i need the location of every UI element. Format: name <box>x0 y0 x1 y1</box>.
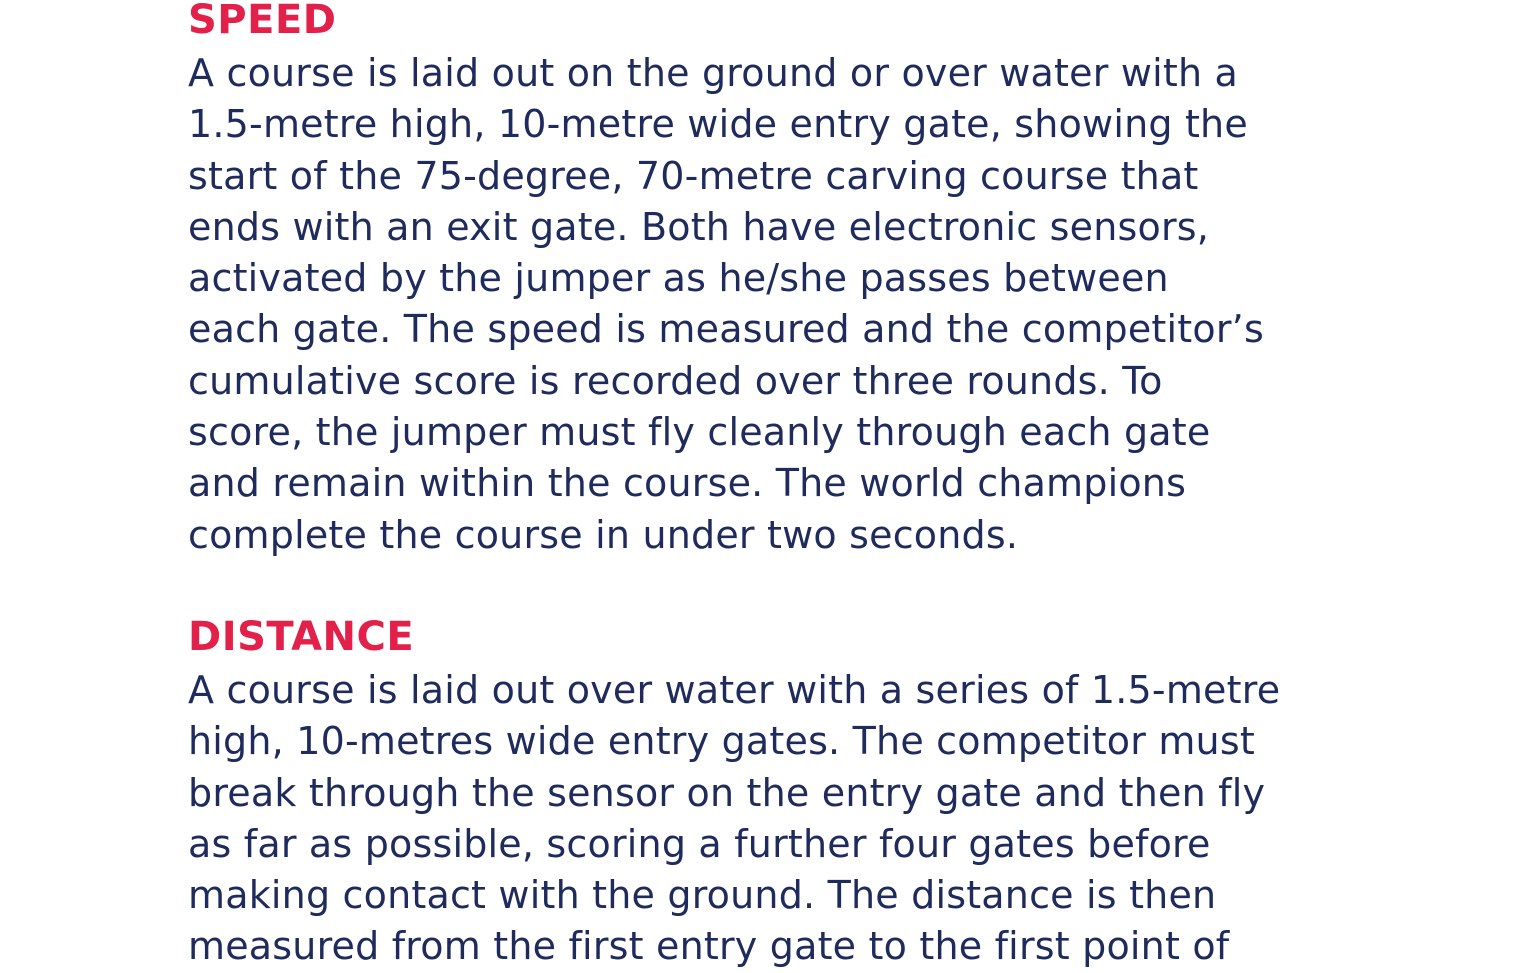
section-heading-speed: SPEED <box>188 0 337 43</box>
body-line: activated by the jumper as he/she passes between <box>188 256 1169 301</box>
body-line: break through the sensor on the entry gate and then fly <box>188 770 1266 815</box>
body-line: ends with an exit gate. Both have electronic sensors, <box>188 204 1210 249</box>
body-line: A course is laid out on the ground or over water with a <box>188 51 1239 95</box>
section-body-speed <box>188 48 1348 561</box>
body-line: score, the jumper must fly cleanly through each gate <box>188 410 1211 455</box>
body-line: 1.5-metre high, 10-metre wide entry gate, showing the <box>188 102 1248 147</box>
body-line: making contact with the ground. The distance is then <box>188 873 1217 918</box>
section-heading-distance: DISTANCE <box>188 613 415 660</box>
section-body-distance <box>188 665 1348 973</box>
distance-section <box>188 609 1348 973</box>
speed-section <box>188 0 1348 561</box>
body-line: complete the course in under two seconds. <box>188 512 1019 557</box>
body-line: A course is laid out over water with a series of 1.5-metre <box>188 667 1281 712</box>
body-line: each gate. The speed is measured and the competitor’s <box>188 307 1264 352</box>
body-line: and remain within the course. The world champions <box>188 461 1187 506</box>
body-line: measured from the first entry gate to the first point of <box>188 924 1230 969</box>
body-line: high, 10-metres wide entry gates. The competitor must <box>188 719 1255 764</box>
body-line: as far as possible, scoring a further four gates before <box>188 821 1211 866</box>
article-content <box>188 0 1348 973</box>
body-line: cumulative score is recorded over three rounds. To <box>188 358 1163 403</box>
body-line: start of the 75-degree, 70-metre carving course that <box>188 153 1199 198</box>
